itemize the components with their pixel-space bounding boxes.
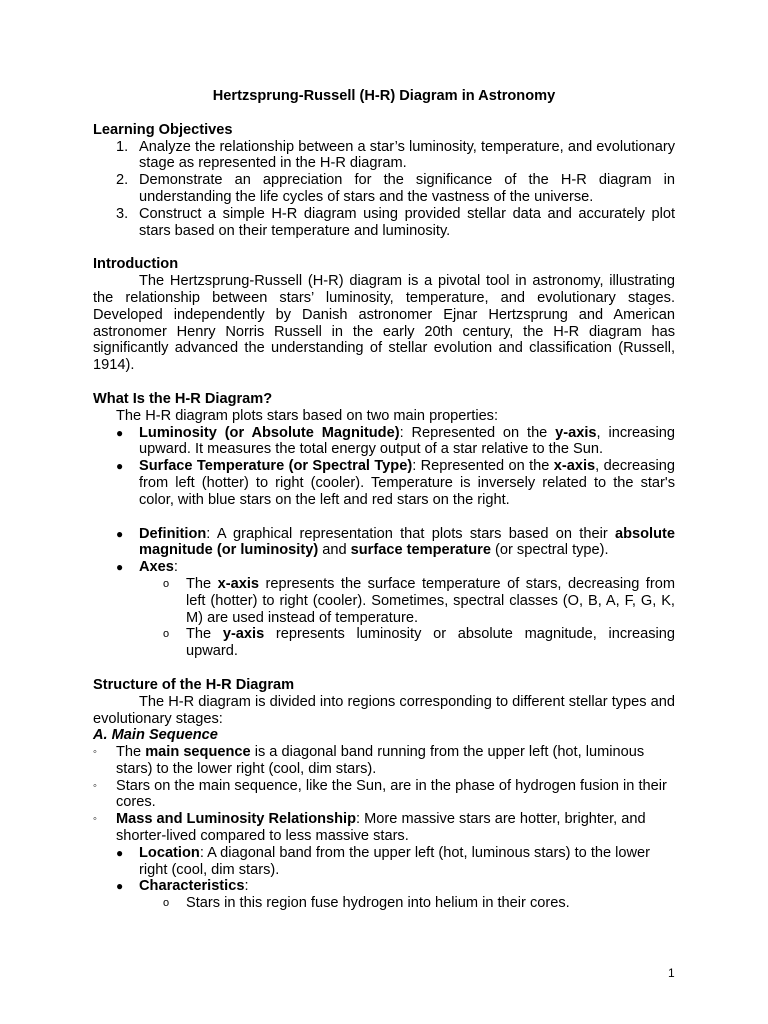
objective-text: Construct a simple H-R diagram using provided stellar data and accurately plot stars based on their temperature and luminosity. bbox=[139, 205, 675, 239]
definition-term: Definition bbox=[139, 525, 207, 542]
text-span: : A diagonal band from the upper left (hot, luminous stars) to the lower right (cool, dim stars). bbox=[139, 844, 651, 878]
characteristics-subitem bbox=[93, 895, 675, 912]
main-sequence-item bbox=[93, 744, 675, 778]
bullet-marker: ● bbox=[116, 879, 124, 894]
luminosity-term: Luminosity (or Absolute Magnitude) bbox=[139, 424, 400, 441]
bold-span: y-axis bbox=[555, 424, 597, 441]
bullet-marker: ● bbox=[116, 425, 124, 440]
text-span: , decreasing from left (hotter) to right (cooler). Temperature is inversely related to the star's color, with blue stars on the left and red stars on the right. bbox=[139, 458, 675, 508]
temperature-bullet bbox=[93, 458, 675, 508]
introduction-text: The Hertzsprung-Russell (H-R) diagram is a pivotal tool in astronomy, illustrating the relationship between stars’ luminosity, temperature, and evolutionary stages. Developed independently by Danish astronomer Ejnar Hertzsprung and American astronomer Henry Norris Russell in the early 20th century, the H-R diagram has significantly advanced the understanding of stellar evolution and classification (Russell, 1914). bbox=[93, 273, 675, 374]
text-span: : Represented on the bbox=[399, 424, 556, 441]
axes-bullet bbox=[93, 559, 675, 576]
bold-span: Mass and Luminosity Relationship bbox=[116, 811, 357, 828]
y-axis-subitem bbox=[93, 626, 675, 660]
text-span: : Represented on the bbox=[412, 458, 554, 475]
characteristics-bullet bbox=[93, 878, 675, 895]
objectives-list bbox=[93, 139, 675, 240]
text-span: and bbox=[318, 542, 351, 559]
small-circle-marker: ◦ bbox=[93, 813, 97, 826]
text-span: : bbox=[173, 559, 178, 576]
bold-span: absolute magnitude (or luminosity) bbox=[139, 525, 675, 559]
what-heading: What Is the H-R Diagram? bbox=[93, 390, 273, 407]
small-circle-marker: ◦ bbox=[93, 779, 97, 792]
objective-item bbox=[93, 172, 675, 206]
structure-heading: Structure of the H-R Diagram bbox=[93, 676, 295, 693]
text-span: The bbox=[186, 626, 223, 643]
bullet-marker: ● bbox=[116, 526, 124, 541]
objectives-heading: Learning Objectives bbox=[93, 121, 233, 138]
text-span: , increasing upward. It measures the total energy output of a star relative to the Sun. bbox=[139, 424, 675, 458]
characteristics-term: Characteristics bbox=[139, 878, 245, 895]
main-sequence-item bbox=[93, 778, 675, 812]
bullet-marker: ● bbox=[116, 560, 124, 575]
text-span: is a diagonal band running from the upper left (hot, luminous stars) to the lower right (cool, dim stars). bbox=[116, 744, 645, 777]
x-axis-subitem bbox=[93, 576, 675, 626]
circle-marker: o bbox=[163, 628, 170, 641]
introduction-heading: Introduction bbox=[93, 256, 179, 273]
location-term: Location bbox=[139, 844, 200, 861]
bold-span: main sequence bbox=[145, 744, 251, 761]
bold-span: x-axis bbox=[553, 458, 596, 475]
objective-number: 3. bbox=[116, 205, 129, 222]
text-span: Stars in this region fuse hydrogen into helium in their cores. bbox=[186, 895, 570, 912]
objective-text: Demonstrate an appreciation for the significance of the H-R diagram in understanding the life cycles of stars and the vastness of the universe. bbox=[139, 172, 675, 205]
text-span: represents the surface temperature of stars, decreasing from left (hotter) to right (cooler). Sometimes, spectral classes (O, B, A, F, G, K, M) are used instead of temperature. bbox=[186, 575, 675, 626]
main-sequence-subheading: A. Main Sequence bbox=[93, 727, 218, 744]
objective-number: 2. bbox=[116, 172, 129, 189]
what-lead: The H-R diagram plots stars based on two main properties: bbox=[116, 407, 499, 424]
page-number: 1 bbox=[668, 966, 675, 980]
small-circle-marker: ◦ bbox=[93, 746, 97, 759]
text-span: : More massive stars are hotter, brighter, and shorter-lived compared to less massive stars. bbox=[116, 811, 646, 845]
document-page bbox=[93, 88, 675, 912]
objective-number: 1. bbox=[116, 138, 129, 155]
temperature-term: Surface Temperature (or Spectral Type) bbox=[139, 458, 413, 475]
main-sequence-item bbox=[93, 811, 675, 845]
text-span: : bbox=[244, 878, 249, 895]
bullet-marker: ● bbox=[116, 459, 124, 474]
bold-span: y-axis bbox=[222, 626, 265, 643]
text-span: The bbox=[186, 575, 218, 592]
text-span: : A graphical representation that plots stars based on their bbox=[206, 525, 615, 542]
text-span: (or spectral type). bbox=[490, 542, 609, 559]
text-span: represents luminosity or absolute magnitude, increasing upward. bbox=[186, 626, 675, 660]
circle-marker: o bbox=[163, 577, 170, 590]
objective-item bbox=[93, 206, 675, 240]
axes-term: Axes bbox=[139, 559, 174, 576]
bullet-marker: ● bbox=[116, 845, 124, 860]
text-span: Stars on the main sequence, like the Sun, are in the phase of hydrogen fusion in their cores. bbox=[116, 777, 667, 811]
document-title: Hertzsprung-Russell (H-R) Diagram in Astronomy bbox=[212, 88, 556, 104]
luminosity-bullet bbox=[93, 425, 675, 459]
circle-marker: o bbox=[163, 897, 170, 910]
objective-text: Analyze the relationship between a star’s luminosity, temperature, and evolutionary stage as represented in the H-R diagram. bbox=[139, 138, 675, 172]
bold-span: surface temperature bbox=[350, 542, 491, 559]
definition-bullet bbox=[93, 526, 675, 560]
objective-item bbox=[93, 139, 675, 173]
bold-span: x-axis bbox=[217, 575, 260, 592]
text-span: The bbox=[116, 744, 146, 761]
structure-text: The H-R diagram is divided into regions corresponding to different stellar types and evolutionary stages: bbox=[93, 693, 675, 727]
location-bullet bbox=[93, 845, 675, 879]
